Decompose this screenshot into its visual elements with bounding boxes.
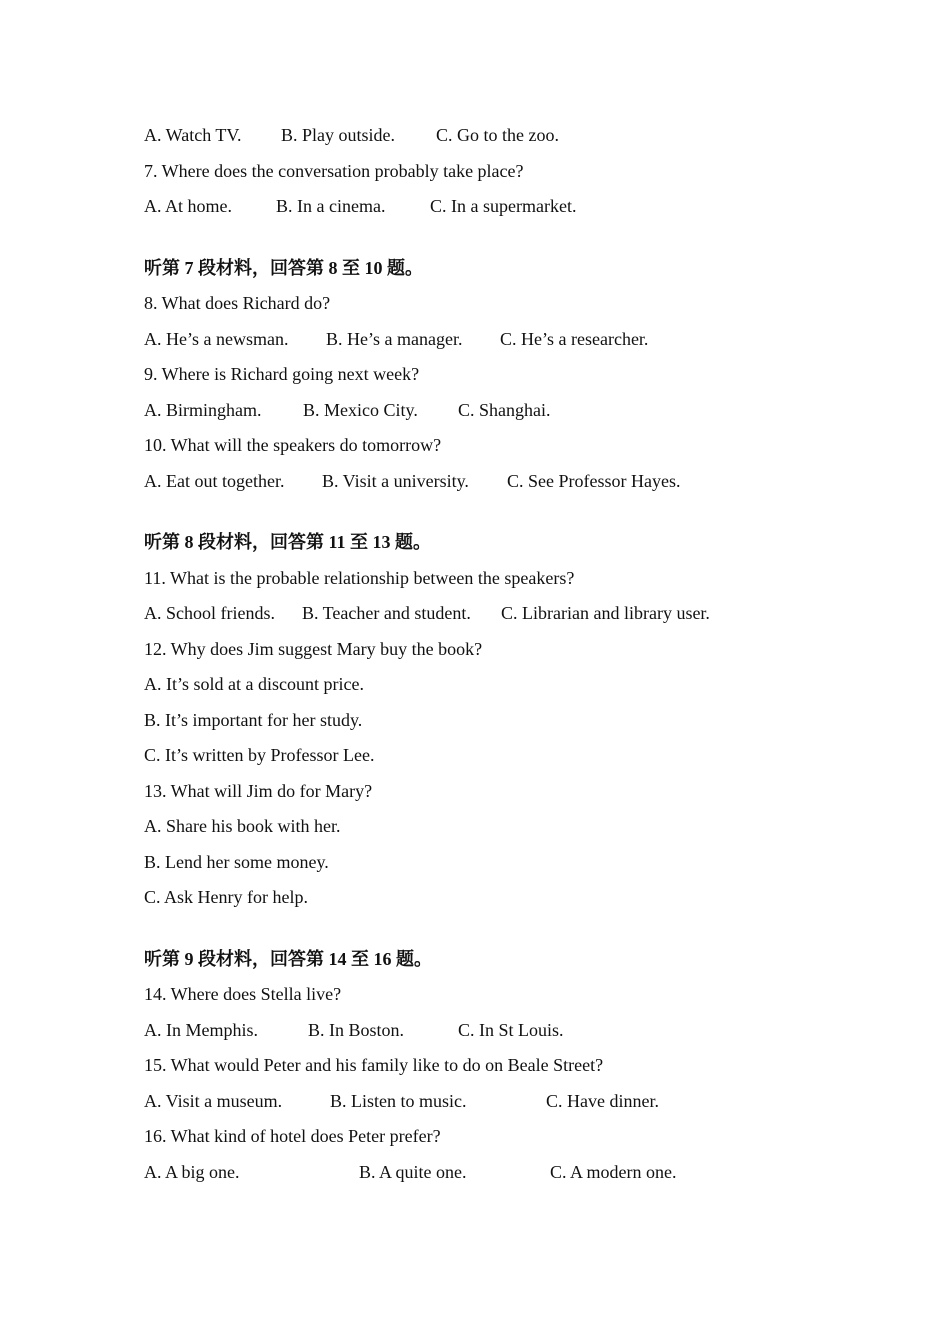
q11-stem: 11. What is the probable relationship between the speakers? <box>144 567 575 588</box>
q6-options <box>144 118 844 154</box>
q15-option-a: A. Visit a museum. <box>144 1090 283 1111</box>
q9-option-c: C. Shanghai. <box>458 399 551 420</box>
q11-option-b: B. Teacher and student. <box>302 603 471 623</box>
q12-option-b: B. It’s important for her study. <box>144 709 363 730</box>
q14-options <box>144 1013 844 1049</box>
q15-stem: 15. What would Peter and his family like to do on Beale Street? <box>144 1055 604 1075</box>
q10-option-c: C. See Professor Hayes. <box>507 470 681 491</box>
q13-stem: 13. What will Jim do for Mary? <box>144 780 373 801</box>
q7-options <box>144 189 844 225</box>
q11-options <box>144 596 844 632</box>
q11-option-c: C. Librarian and library user. <box>501 603 710 623</box>
section-8-title: 听第 8 段材料，回答第 11 至 13 题。 <box>144 532 432 552</box>
q8-option-c: C. He’s a researcher. <box>500 328 649 349</box>
q15-option-c: C. Have dinner. <box>546 1090 659 1111</box>
q15-option-b: B. Listen to music. <box>330 1090 467 1111</box>
section-9-title: 听第 9 段材料，回答第 14 至 16 题。 <box>144 948 432 969</box>
q8-options <box>144 322 844 358</box>
q12-option-c: C. It’s written by Professor Lee. <box>144 745 375 765</box>
q7-option-b: B. In a cinema. <box>276 196 386 216</box>
q8-option-b: B. He’s a manager. <box>326 328 463 349</box>
q16-stem: 16. What kind of hotel does Peter prefer? <box>144 1126 441 1146</box>
q13-option-c: C. Ask Henry for help. <box>144 887 308 907</box>
q15-options <box>144 1084 844 1120</box>
q16-option-b: B. A quite one. <box>359 1161 467 1182</box>
q14-option-c: C. In St Louis. <box>458 1019 564 1040</box>
q14-option-b: B. In Boston. <box>308 1019 405 1040</box>
q11-option-a: A. School friends. <box>144 603 275 623</box>
q14-option-a: A. In Memphis. <box>144 1019 258 1040</box>
q13-option-a: A. Share his book with her. <box>144 816 341 836</box>
q6-option-c: C. Go to the zoo. <box>436 125 559 145</box>
q7-option-a: A. At home. <box>144 196 232 216</box>
q9-options <box>144 393 844 429</box>
section-7-title: 听第 7 段材料，回答第 8 至 10 题。 <box>144 257 423 278</box>
q16-option-a: A. A big one. <box>144 1161 240 1182</box>
q12-option-a: A. It’s sold at a discount price. <box>144 674 364 694</box>
q10-options <box>144 464 844 500</box>
exam-page <box>144 118 844 1190</box>
q9-option-a: A. Birmingham. <box>144 399 262 420</box>
q6-option-b: B. Play outside. <box>281 125 396 145</box>
q9-stem: 9. Where is Richard going next week? <box>144 364 420 384</box>
q13-option-b: B. Lend her some money. <box>144 851 329 872</box>
q16-option-c: C. A modern one. <box>550 1161 677 1182</box>
q8-option-a: A. He’s a newsman. <box>144 328 289 349</box>
q7-option-c: C. In a supermarket. <box>430 196 577 216</box>
q14-stem: 14. Where does Stella live? <box>144 984 342 1004</box>
q10-option-b: B. Visit a university. <box>322 470 469 491</box>
q7-stem: 7. Where does the conversation probably take place? <box>144 160 524 181</box>
q6-option-a: A. Watch TV. <box>144 125 242 145</box>
q10-option-a: A. Eat out together. <box>144 470 285 491</box>
q16-options <box>144 1155 844 1191</box>
q10-stem: 10. What will the speakers do tomorrow? <box>144 435 442 455</box>
q9-option-b: B. Mexico City. <box>303 399 418 420</box>
q8-stem: 8. What does Richard do? <box>144 293 331 313</box>
q12-stem: 12. Why does Jim suggest Mary buy the book? <box>144 638 483 659</box>
